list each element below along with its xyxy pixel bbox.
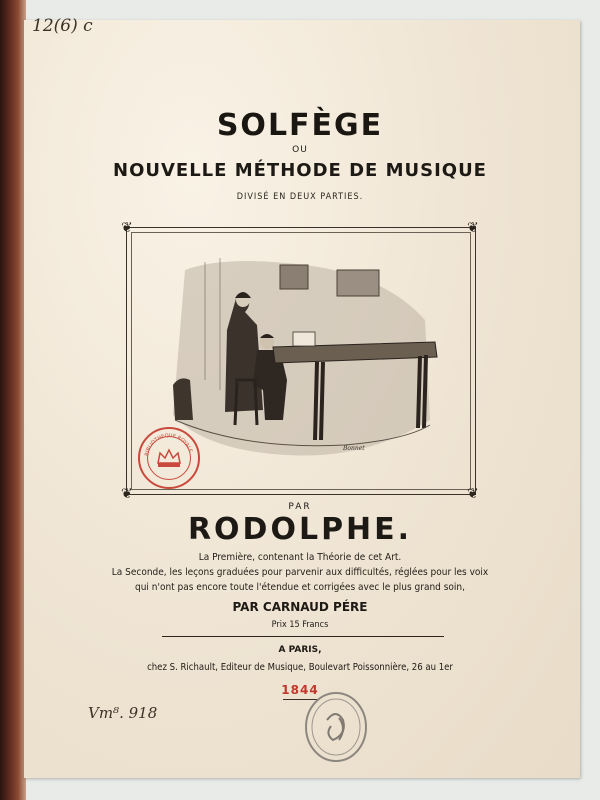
library-stamp — [138, 427, 200, 489]
ornament-corner-icon: ❦ — [121, 486, 133, 502]
publication-year: 1844 — [281, 683, 319, 697]
description-line-2: La Seconde, les leçons graduées pour parvenir aux difficultés, réglées pour les voix — [111, 567, 489, 578]
crown-icon — [140, 429, 198, 487]
editor-credit: PAR CARNAUD PÉRE — [232, 600, 368, 614]
library-stamp-text: BIBLIOTHEQUE ROYALE — [144, 432, 194, 457]
page-title: SOLFÈGE — [216, 108, 384, 143]
author-name: RODOLPHE. — [187, 512, 413, 547]
division-note: DIVISÉ EN DEUX PARTIES. — [236, 192, 364, 202]
price: Prix 15 Francs — [271, 620, 329, 630]
by-label: PAR — [288, 502, 312, 512]
description-line-3: qui n'ont pas encore toute l'étendue et corrigées avec le plus grand soin, — [135, 582, 465, 593]
description-line-1: La Première, contenant la Théorie de cet Art. — [198, 552, 402, 563]
ornament-corner-icon: ❦ — [121, 220, 133, 236]
title-conjunction: OU — [292, 145, 308, 155]
catalog-mark: 12(6) c — [32, 16, 93, 36]
illustration-signature: Bonnet — [343, 445, 365, 452]
handwritten-shelfmark: Vm⁸. 918 — [88, 704, 158, 722]
piano-scene-illustration — [165, 250, 440, 465]
divider-rule — [162, 636, 444, 637]
ornament-corner-icon: ❦ — [467, 486, 479, 502]
imprint-address: chez S. Richault, Editeur de Musique, Boulevart Poissonnière, 26 au 1er — [147, 662, 453, 673]
library-seal-stamp — [303, 690, 369, 764]
page-subtitle: NOUVELLE MÉTHODE DE MUSIQUE — [113, 160, 487, 181]
ornament-corner-icon: ❦ — [467, 220, 479, 236]
imprint-city: A PARIS, — [278, 645, 322, 655]
